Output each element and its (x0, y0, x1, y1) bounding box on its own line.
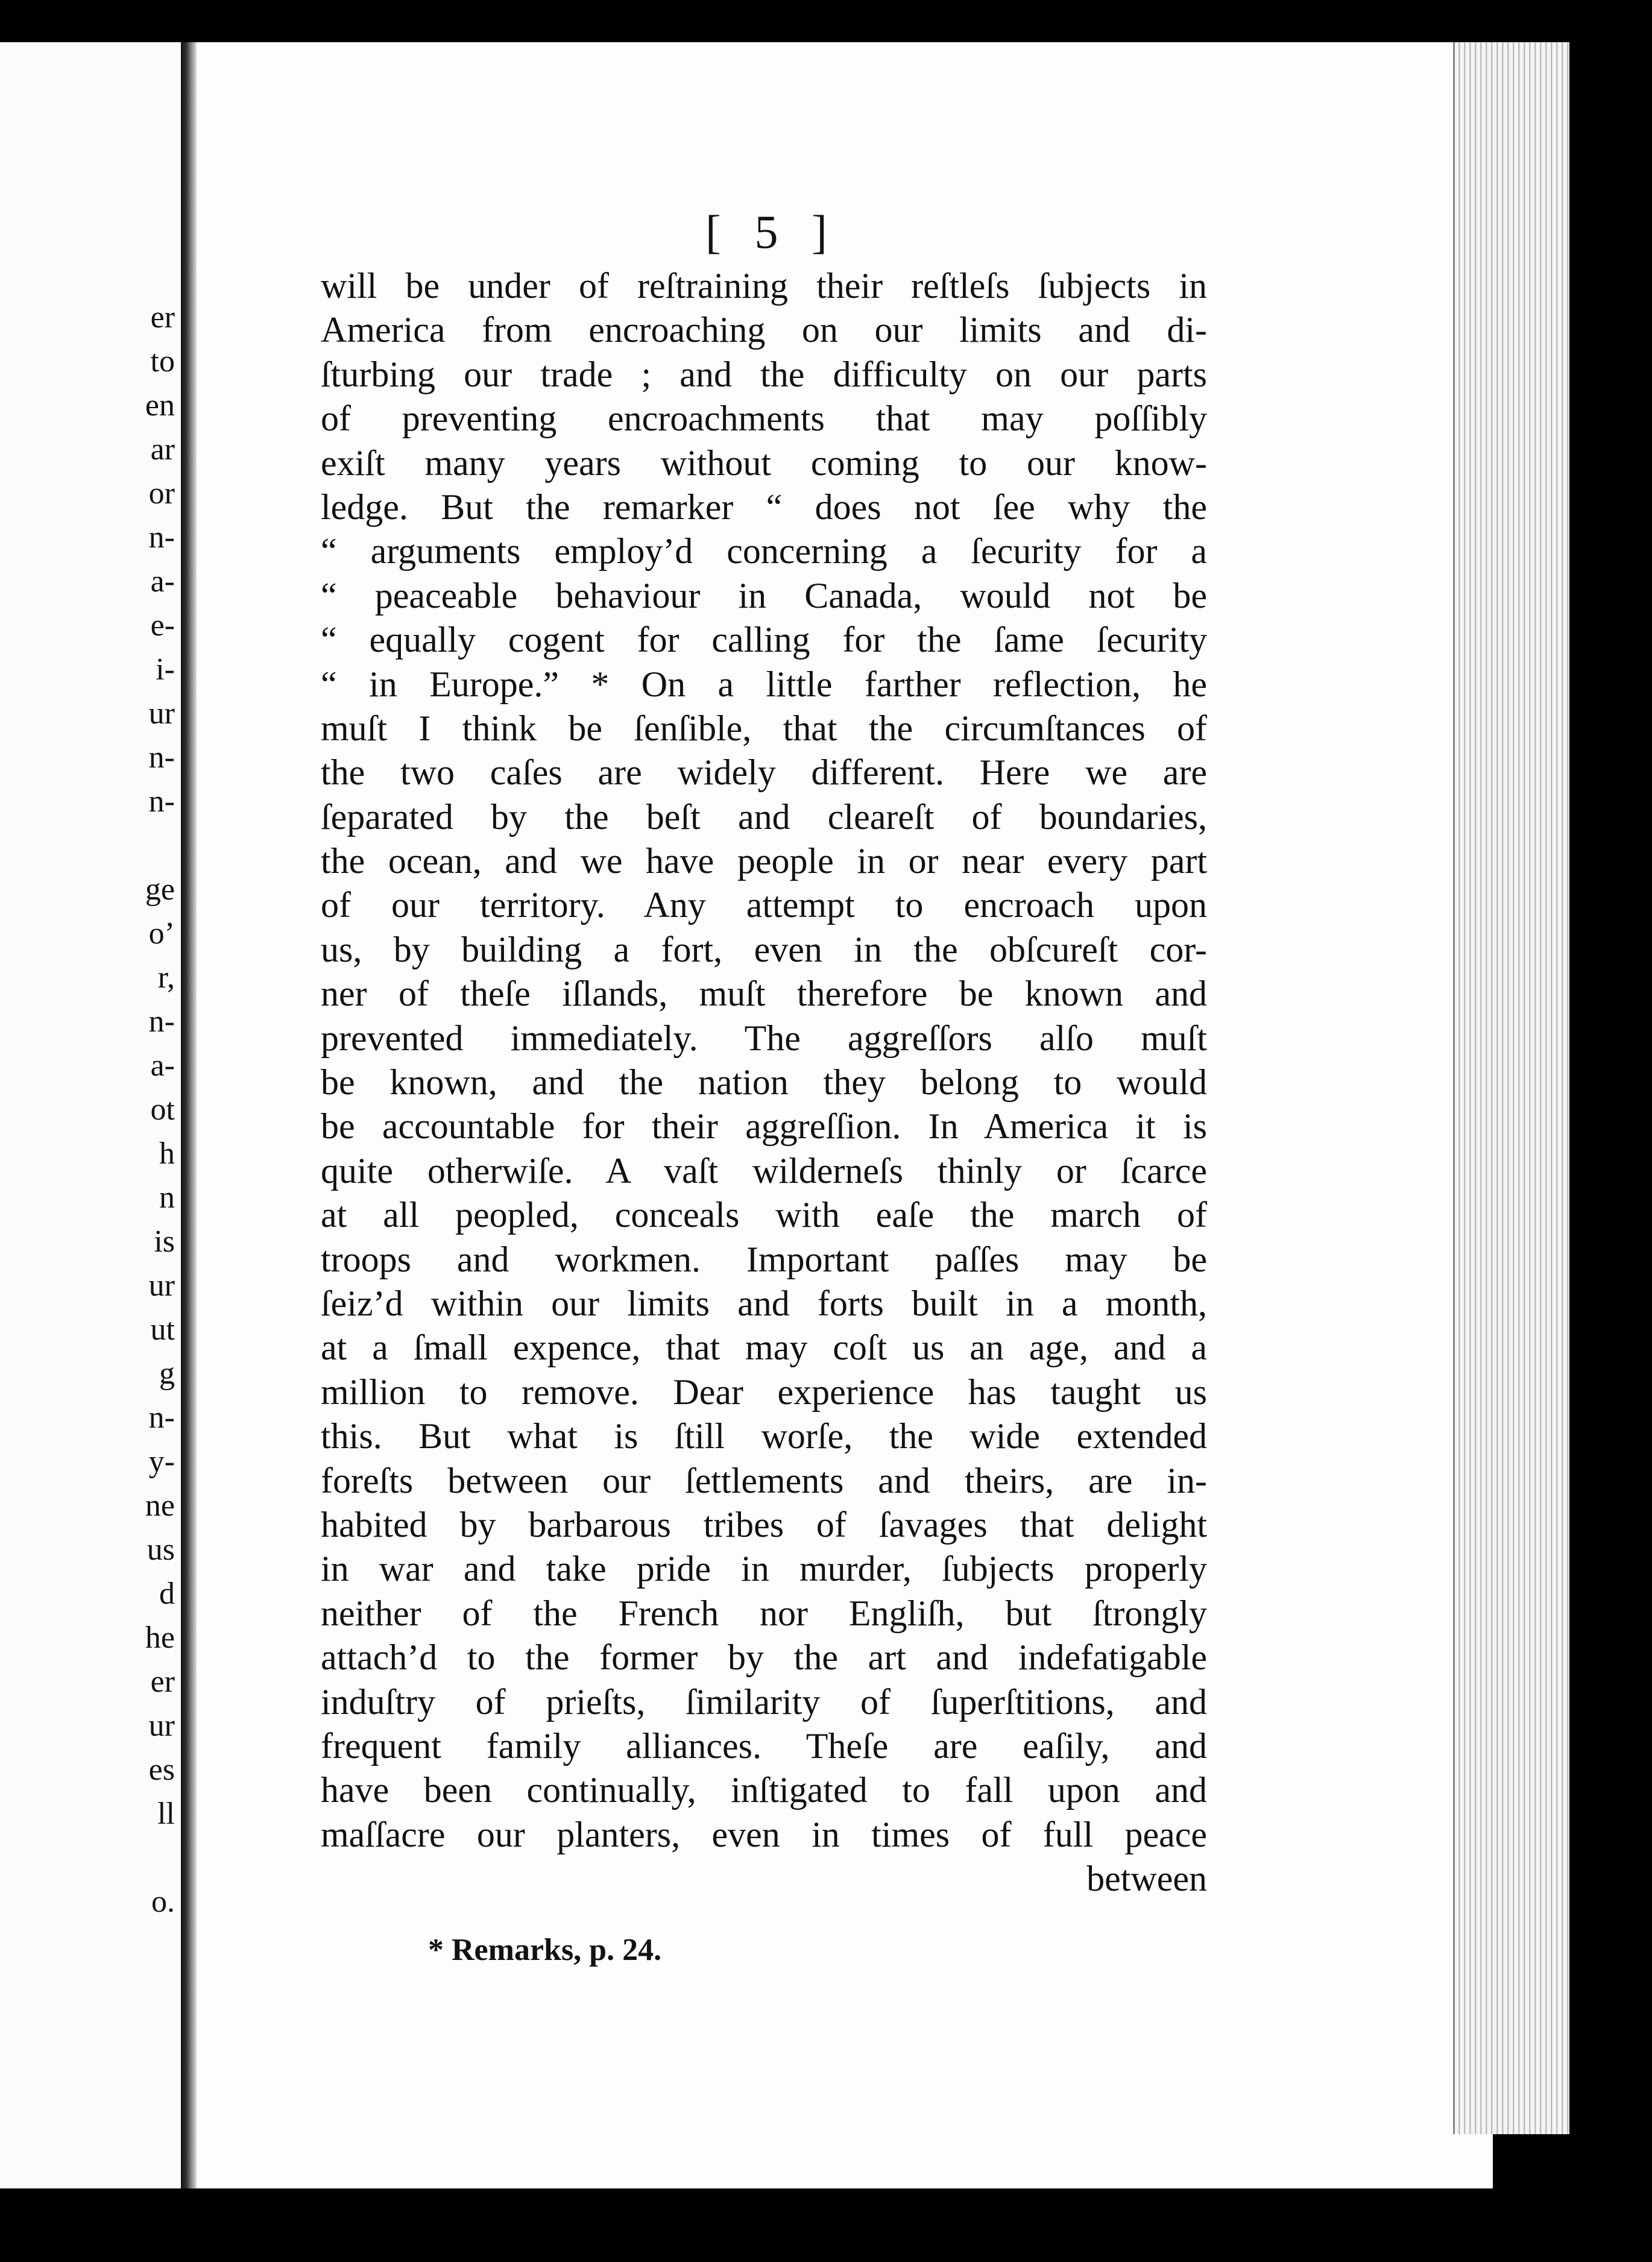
body-text (321, 264, 1207, 1901)
text-line: ſeiz’d within our limits and forts built in a month, (321, 1283, 1207, 1323)
left-page-fragment: y- (148, 1444, 175, 1479)
left-page-fragment: is (154, 1224, 175, 1259)
text-line: ledge. But the remarker “ does not ſee why the (321, 487, 1207, 527)
left-page-fragment: g (159, 1356, 175, 1391)
left-page-fragment: ut (150, 1312, 175, 1347)
left-page-fragment: ar (150, 432, 175, 467)
left-page-fragment: ur (148, 1709, 175, 1743)
page-number: [ 5 ] (705, 206, 838, 258)
text-line: of preventing encroachments that may poſſibly (321, 399, 1207, 439)
text-line: America from encroaching on our limits and di- (321, 310, 1207, 350)
left-page-fragment: es (148, 1753, 175, 1787)
left-page-fragment: er (150, 1665, 175, 1699)
text-line: quite otherwiſe. A vaſt wilderneſs thinly or ſcarce (321, 1150, 1207, 1191)
text-line: prevented immediately. The aggreſſors alſo muſt (321, 1018, 1207, 1058)
text-line: exiſt many years without coming to our know- (321, 443, 1207, 483)
text-line: at a ſmall expence, that may coſt us an age, and a (321, 1328, 1207, 1368)
left-page-fragment: n- (148, 1400, 175, 1435)
text-line: the two caſes are widely different. Here we are (321, 752, 1207, 793)
left-page-fragment: he (145, 1621, 175, 1655)
text-line: troops and workmen. Important paſſes may be (321, 1239, 1207, 1279)
left-page-fragment: ur (148, 696, 175, 731)
text-line: habited by barbarous tribes of ſavages that delight (321, 1504, 1207, 1545)
text-line: ner of theſe iſlands, muſt therefore be known and (321, 974, 1207, 1014)
page-edges (1453, 42, 1569, 2134)
left-page-fragment: ge (145, 872, 175, 907)
left-page-fragment (127, 1836, 175, 1880)
text-line: this. But what is ſtill worſe, the wide extended (321, 1416, 1207, 1457)
text-line: be accountable for their aggreſſion. In America it is (321, 1106, 1207, 1147)
text-line: between (1086, 1859, 1207, 1899)
text-line: muſt I think be ſenſible, that the circumſtances of (321, 708, 1207, 748)
left-page-fragment: n- (148, 740, 175, 775)
left-page-fragment: h (159, 1136, 175, 1171)
left-page-fragment: i- (156, 652, 175, 687)
left-page-fragment: ne (145, 1489, 175, 1523)
left-page-fragment: us (147, 1533, 175, 1567)
text-line: attach’d to the former by the art and indefatigable (321, 1637, 1207, 1678)
binding-gutter (181, 42, 197, 2188)
text-line: will be under of reſtraining their reſtleſs ſubjects in (321, 266, 1207, 306)
text-line: of our territory. Any attempt to encroach upon (321, 885, 1207, 925)
text-line: in war and take pride in murder, ſubjects properly (321, 1549, 1207, 1589)
left-page-fragment: a- (150, 564, 175, 599)
left-page-fragment: n- (148, 784, 175, 819)
text-line: induſtry of prieſts, ſimilarity of ſuperſtitions, and (321, 1681, 1207, 1722)
left-page-fragment: r, (157, 960, 175, 995)
text-line: be known, and the nation they belong to would (321, 1062, 1207, 1103)
text-line: have been continually, inſtigated to fall upon and (321, 1770, 1207, 1810)
left-page-fragment: o. (151, 1885, 175, 1919)
text-line: ſturbing our trade ; and the difficulty on our parts (321, 354, 1207, 394)
text-line: neither of the French nor Engliſh, but ſtrongly (321, 1593, 1207, 1633)
left-page-fragment: er (150, 300, 175, 335)
left-page-fragment (127, 824, 175, 868)
text-line: maſſacre our planters, even in times of full peace (321, 1814, 1207, 1854)
left-page-edge (0, 42, 181, 2188)
left-page-fragment: to (150, 344, 175, 379)
text-line: “ peaceable behaviour in Canada, would not be (321, 575, 1207, 616)
text-line: million to remove. Dear experience has taught us (321, 1372, 1207, 1412)
left-page-fragment: or (148, 476, 175, 511)
left-page-fragment: n (159, 1180, 175, 1215)
text-line: “ equally cogent for calling for the ſame ſecurity (321, 620, 1207, 660)
left-page-fragment: d (159, 1577, 175, 1611)
text-line: foreſts between our ſettlements and theirs, are in- (321, 1460, 1207, 1501)
text-line: us, by building a fort, even in the obſcureſt cor- (321, 929, 1207, 969)
text-line: “ arguments employ’d concerning a ſecurity for a (321, 531, 1207, 572)
left-page-fragment: e- (150, 608, 175, 643)
text-line: frequent family alliances. Theſe are eaſily, and (321, 1725, 1207, 1766)
text-line: the ocean, and we have people in or near every part (321, 841, 1207, 881)
left-page-fragment: o’ (148, 916, 175, 951)
left-page-fragment: ll (157, 1797, 175, 1831)
left-page-fragment: en (145, 388, 175, 423)
left-page-fragment: ur (148, 1268, 175, 1303)
footnote: * Remarks, p. 24. (428, 1933, 662, 1967)
left-page-fragment: ot (150, 1092, 175, 1127)
left-page-fragment: n- (148, 520, 175, 555)
text-line: “ in Europe.” * On a little farther reflection, he (321, 664, 1207, 704)
left-page-fragment: a- (150, 1048, 175, 1083)
text-line: at all peopled, conceals with eaſe the march of (321, 1195, 1207, 1235)
text-line: ſeparated by the beſt and cleareſt of boundaries, (321, 796, 1207, 837)
left-page-fragments (127, 295, 175, 1924)
left-page-fragment: n- (148, 1004, 175, 1039)
